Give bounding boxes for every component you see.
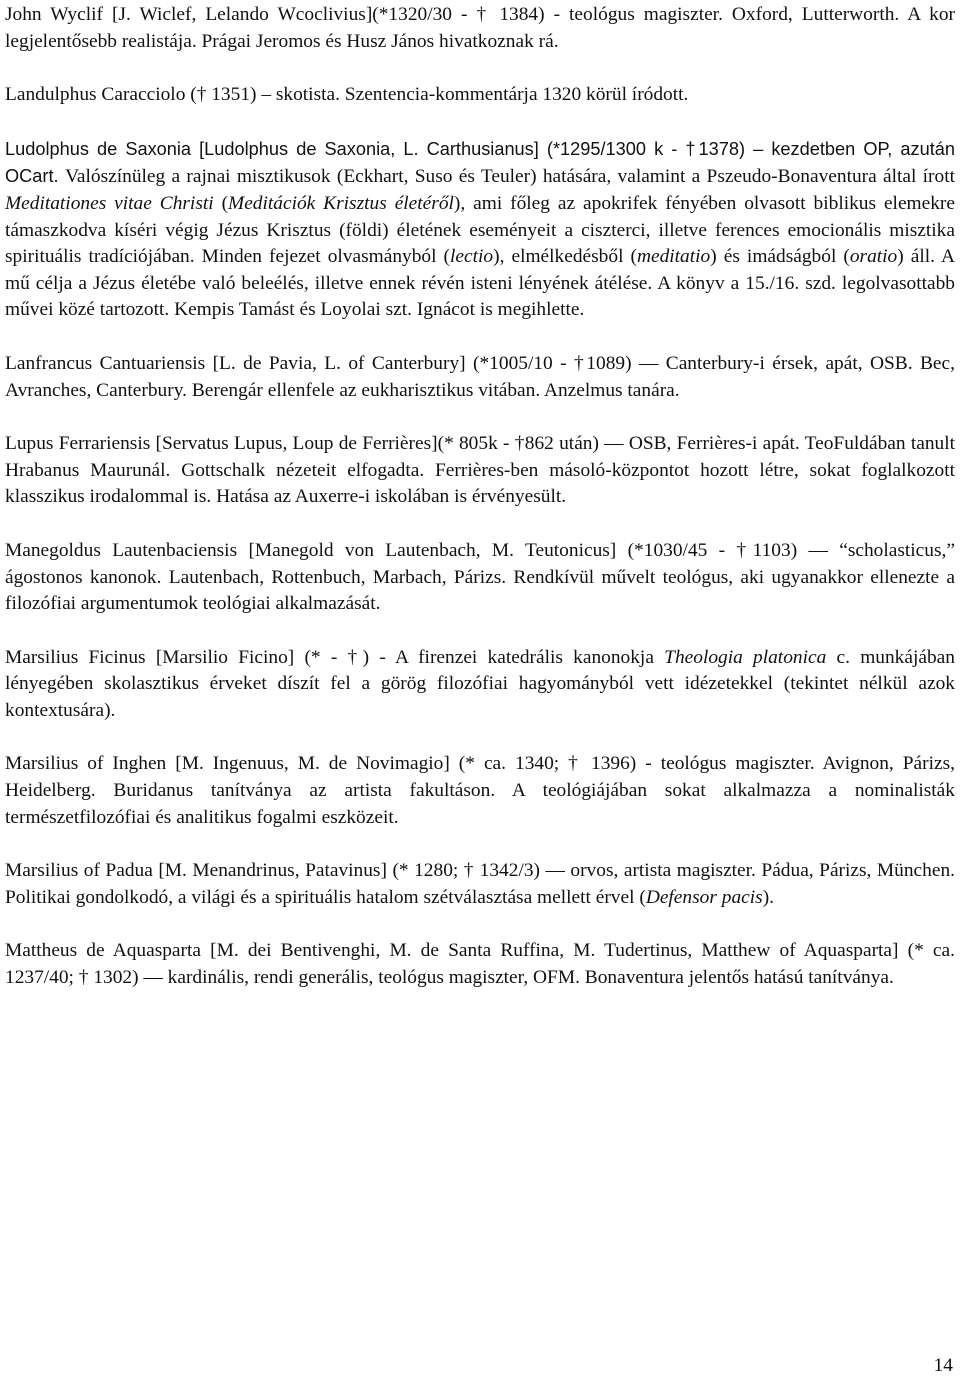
entry-text: ).	[762, 886, 774, 908]
entry-text: Marsilius of Padua [M. Menandrinus, Patavinus] (* 1280; † 1342/3) — orvos, artista magiszter. Pádua, Párizs, München. Politikai gondolkodó, a világi és a spirituális hatalom szétválasztása mellett érvel (	[5, 860, 955, 908]
entry-text: Marsilius of Inghen [M. Ingenuus, M. de Novimagio] (* ca. 1340; † 1396) - teológus magiszter. Avignon, Párizs, Heidelberg. Buridanus tanítványa az artista fakultáson. A teológiájában sokat alkalmazza a nominalisták természetfilozófiai és analitikus fogalmi eszközeit.	[5, 753, 955, 828]
entry-lanfrancus	[5, 351, 955, 404]
entry-text: Ludolphus de Saxonia [Ludolphus de Saxonia, L. Carthusianus] (*1295/1300 k - †1378) – kezdetben OP, azután OCart.	[5, 138, 955, 187]
entry-text: ), elmélkedésből (	[493, 246, 637, 268]
entry-text: ), ami főleg az apokrifek fényében olvasott biblikus elemekre támaszkodva kíséri végig Jézus Krisztus (földi) életének eseményeit a ciszterci, illetve ferences emocionális misztika spirituális tradíciójában. Minden fejezet olvasmányból (	[5, 192, 955, 268]
italic-title: Theologia platonica	[664, 646, 827, 668]
entry-padua	[5, 858, 955, 911]
entry-caracciolo	[5, 82, 955, 109]
entry-ludolphus	[5, 136, 955, 324]
entry-text: John Wyclif [J. Wiclef, Lelando Wcoclivius](*1320/30 - † 1384) - teológus magiszter. Oxford, Lutterworth. A kor legjelentősebb realistája. Prágai Jeromos és Husz János hivatkoznak rá.	[5, 4, 955, 52]
page-number: 14	[933, 1355, 953, 1376]
entry-wyclif	[5, 2, 955, 55]
entry-text: Mattheus de Aquasparta [M. dei Bentivenghi, M. de Santa Ruffina, M. Tudertinus, Matthew of Aquasparta] (* ca. 1237/40; † 1302) — kardinális, rendi generális, teológus magiszter, OFM. Bonaventura jelentős hatású tanítványa.	[5, 940, 955, 989]
entry-inghen	[5, 751, 955, 831]
entry-ficinus	[5, 645, 955, 725]
italic-title: oratio	[849, 246, 898, 268]
entry-text: Lupus Ferrariensis [Servatus Lupus, Loup de Ferrières](* 805k - †862 után) — OSB, Ferrières-i apát. TeoFuldában tanult Hrabanus Maurunál. Gottschalk nézeteit elfogadta. Ferrières-ben másoló-központot hozott létre, sokat foglalkozott klasszikus irodalommal is. Hatása az Auxerre-i iskolában is érvényesült.	[5, 433, 955, 508]
document-page	[5, 0, 955, 1019]
entry-text: ) áll. A mű célja a Jézus életébe való beleélés, illetve ennek révén isteni lényének átélése. A könyv a 15./16. szd. legolvasottabb művei közé tartozott. Kempis Tamást és Loyolai szt. Ignácot is megihlette.	[5, 246, 955, 321]
italic-title: Meditationes vitae Christi	[5, 192, 214, 214]
entry-text: Lanfrancus Cantuariensis [L. de Pavia, L. of Canterbury] (*1005/10 - †1089) — Canterbury-i érsek, apát, OSB. Bec, Avranches, Canterbury. Berengár ellenfele az eukharisztikus vitában. Anzelmus tanára.	[5, 352, 955, 401]
entry-manegoldus	[5, 538, 955, 618]
entry-text: Valószínüleg a rajnai misztikusok (Eckhart, Suso és Teuler) hatására, valamint a Pszeudo-Bonaventura által írott	[65, 166, 955, 188]
entry-text: c. munkájában lényegében skolasztikus érveket díszít fel a görög filozófiai hagyományból vett idézetekkel (tekintet nélkül azok kontextusára).	[5, 646, 955, 721]
italic-title: Meditációk Krisztus életéről	[228, 192, 454, 214]
italic-title: Defensor pacis	[645, 886, 763, 908]
entry-text: (	[213, 192, 229, 214]
italic-title: meditatio	[636, 246, 711, 268]
italic-title: lectio	[450, 246, 494, 268]
entry-lupus	[5, 431, 955, 511]
entry-text: Manegoldus Lautenbaciensis [Manegold von Lautenbach, M. Teutonicus] (*1030/45 - †1103) — “scholasticus,” ágostonos kanonok. Lautenbach, Rottenbuch, Marbach, Párizs. Rendkívül művelt teológus, aki ugyanakkor ellenezte a filozófiai argumentumok teológiai alkalmazását.	[5, 539, 955, 615]
entry-text: Marsilius Ficinus [Marsilio Ficino] (* - †) - A firenzei katedrális kanonokja	[5, 646, 665, 668]
entry-text: ) és imádságból (	[710, 246, 850, 268]
entry-text: Landulphus Caracciolo († 1351) – skotista. Szentencia-kommentárja 1320 körül íródott.	[5, 84, 689, 106]
entry-aquasparta	[5, 938, 955, 991]
